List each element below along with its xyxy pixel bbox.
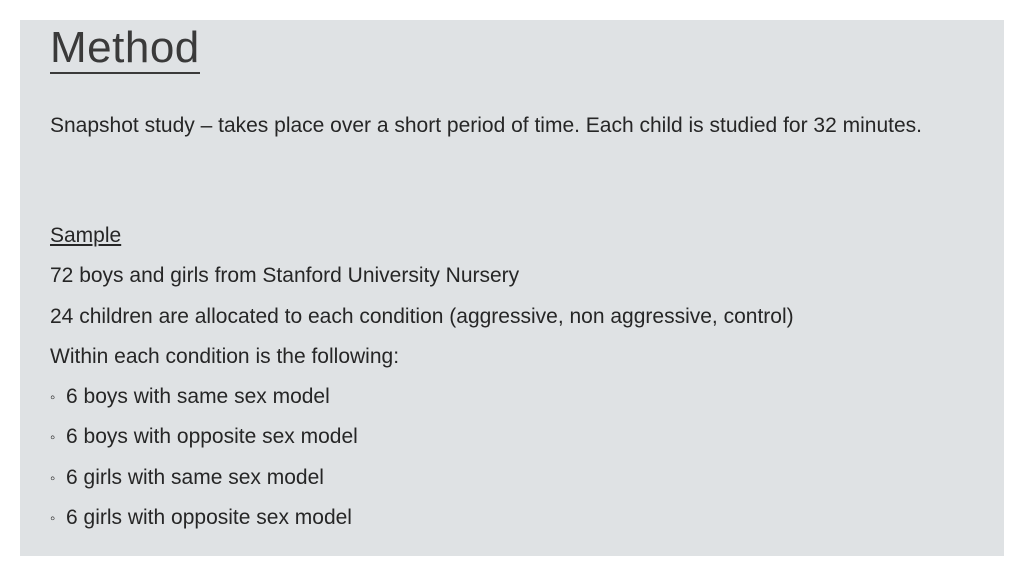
content-line: Within each condition is the following: [50,344,400,368]
slide [20,20,1004,556]
hollow-bullet-icon: ◦ [50,429,56,447]
bullet-item [50,502,950,542]
sample-heading [50,220,950,260]
hollow-bullet-icon: ◦ [50,469,56,487]
bullet-item [50,462,950,502]
content-list [50,220,950,542]
bullet-text: 6 boys with same sex model [66,385,330,409]
bullet-text: 6 girls with opposite sex model [66,506,352,530]
intro-text: Snapshot study – takes place over a short period of time. Each child is studied for 32 minutes. [50,114,922,137]
hollow-bullet-icon: ◦ [50,510,56,528]
hollow-bullet-icon: ◦ [50,389,56,407]
bullet-item [50,421,950,461]
sample-heading-text: Sample [50,224,122,247]
bullet-item [50,381,950,421]
content-line: 24 children are allocated to each condition (aggressive, non aggressive, control) [50,304,794,328]
bullet-text: 6 girls with same sex model [66,465,324,489]
content-line: 72 boys and girls from Stanford University Nursery [50,264,520,288]
bullet-text: 6 boys with opposite sex model [66,425,358,449]
slide-title: Method [50,23,200,72]
